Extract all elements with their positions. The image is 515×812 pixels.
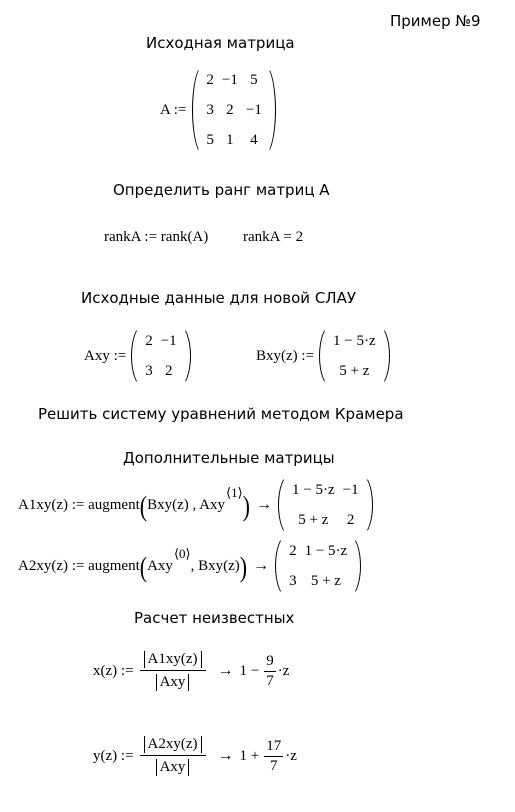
rank-result: rankA = 2 [243, 229, 304, 245]
heading-additional: Дополнительные матрицы [123, 449, 335, 467]
matrix-row [202, 95, 265, 125]
a2xy-result [285, 536, 351, 596]
matrix-cell: 2 [145, 332, 153, 349]
matrix-cell: 1 − 5·z [333, 332, 376, 349]
x-numerator-determinant: A1xy(z) [144, 651, 202, 668]
matrix-row [329, 356, 380, 386]
x-result-suffix: ·z [277, 662, 290, 679]
a2xy-superscript: ⟨0⟩ [173, 546, 191, 561]
a2xy-arrow: → [253, 557, 270, 574]
x-coefficient-denominator: 7 [266, 672, 274, 689]
vector-bxy-brackets [319, 325, 390, 387]
matrix-cell: −1 [342, 481, 359, 498]
matrix-cell: 2 [289, 542, 297, 559]
matrix-row [288, 475, 363, 505]
a2xy-definition [18, 535, 361, 597]
matrix-cell: −1 [160, 332, 177, 349]
matrix-cell: 2 [346, 511, 355, 528]
a1xy-definition [18, 474, 373, 536]
y-result-suffix: ·z [285, 747, 297, 764]
matrix-cell: 5 + z [310, 572, 341, 589]
y-numerator-determinant: A2xy(z) [144, 736, 202, 753]
x-coefficient [264, 653, 276, 690]
a1xy-result [288, 475, 363, 535]
x-coefficient-numerator: 9 [264, 653, 276, 672]
matrix-row [288, 505, 363, 535]
y-formula [93, 736, 297, 776]
a2xy-lhs: A2xy(z) := augment [18, 557, 140, 574]
heading-cramer: Решить систему уравнений методом Крамера [38, 405, 404, 423]
heading-new-system: Исходные данные для новой СЛАУ [81, 289, 356, 307]
a1xy-lhs: A1xy(z) := augment [18, 496, 140, 513]
y-arrow: → [217, 747, 234, 764]
a2xy-result-brackets [275, 535, 361, 597]
vector-bxy-name: Bxy(z) := [256, 347, 315, 364]
matrix-cell: −1 [221, 71, 238, 88]
x-result-prefix: 1 − [239, 662, 260, 679]
vector-bxy-definition [256, 325, 390, 387]
x-lhs: x(z) := [93, 662, 134, 679]
matrix-cell: 1 − 5·z [292, 481, 335, 498]
matrix-cell: 5 [250, 71, 258, 88]
matrix-axy-definition [84, 325, 191, 387]
rank-definition: rankA := rank(A) [104, 229, 209, 245]
matrix-axy-name: Axy := [84, 347, 127, 364]
matrix-cell: 2 [206, 71, 214, 88]
a1xy-arg: Bxy(z) , Axy [147, 496, 226, 513]
matrix-row [141, 326, 180, 356]
matrix-a-name: A := [160, 101, 187, 118]
matrix-cell: −1 [245, 101, 262, 118]
matrix-row [202, 65, 265, 95]
a1xy-arrow: → [256, 496, 272, 513]
y-lhs: y(z) := [93, 747, 134, 764]
y-coefficient-numerator: 17 [264, 738, 283, 757]
matrix-cell: 5 + z [339, 362, 370, 379]
a1xy-superscript: ⟨1⟩ [226, 485, 243, 500]
matrix-row [285, 566, 351, 596]
close-paren-icon: ) [242, 488, 250, 522]
heading-rank: Определить ранг матриц А [113, 181, 330, 199]
open-paren-icon: ( [139, 488, 148, 522]
matrix-row [285, 536, 351, 566]
a1xy-result-brackets [278, 474, 373, 536]
matrix-cell: 2 [164, 362, 173, 379]
matrix-cell: 4 [250, 131, 258, 148]
matrix-cell: 3 [289, 572, 297, 589]
open-paren-icon: ( [139, 549, 148, 583]
matrix-cell: 1 [226, 131, 234, 148]
y-denominator [156, 756, 190, 776]
close-paren-icon: ) [239, 549, 248, 583]
matrix-cell: 1 − 5·z [304, 542, 348, 559]
matrix-cell: 3 [206, 101, 214, 118]
x-numerator [140, 651, 206, 671]
y-coefficient-denominator: 7 [269, 757, 278, 774]
example-label: Пример №9 [390, 12, 481, 30]
matrix-row [141, 356, 180, 386]
heading-initial-matrix: Исходная матрица [146, 34, 295, 52]
heading-unknowns: Расчет неизвестных [134, 609, 295, 627]
x-denominator [156, 671, 190, 691]
matrix-a-definition [160, 64, 276, 156]
matrix-cell: 5 [206, 131, 214, 148]
matrix-a-brackets [192, 64, 275, 156]
x-fraction [140, 651, 206, 691]
matrix-row [202, 125, 265, 155]
matrix-cell: 3 [145, 362, 153, 379]
x-formula [93, 651, 289, 691]
x-arrow: → [217, 662, 234, 679]
matrix-a [202, 65, 265, 155]
a2xy-arg1: Axy [147, 557, 173, 574]
y-numerator [140, 736, 206, 756]
y-denominator-determinant: Axy [156, 759, 190, 776]
y-result-prefix: 1 + [239, 747, 260, 764]
y-fraction [140, 736, 206, 776]
matrix-cell: 5 + z [298, 511, 329, 528]
matrix-row [329, 326, 380, 356]
matrix-axy-brackets [131, 325, 190, 387]
x-denominator-determinant: Axy [156, 674, 190, 691]
vector-bxy [329, 326, 380, 386]
a2xy-arg2: , Bxy(z) [190, 557, 240, 574]
matrix-cell: 2 [226, 101, 234, 118]
y-coefficient [264, 738, 283, 775]
matrix-axy [141, 326, 180, 386]
